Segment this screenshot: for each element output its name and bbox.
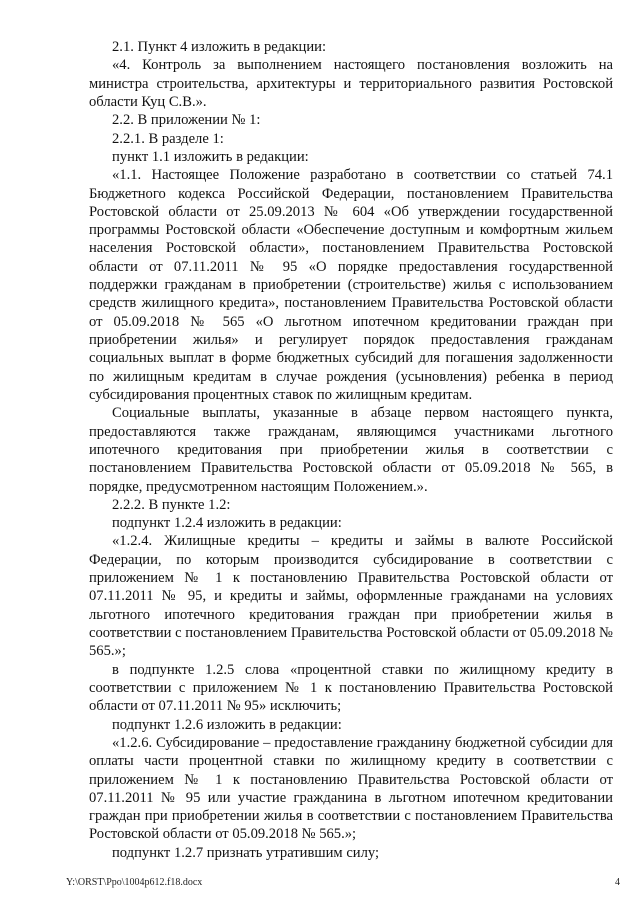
paragraph-subpoint-1-2-6: «1.2.6. Субсидирование – предоставление гражданину бюджетной субсидии для оплаты части процентной ставки по жилищному кредиту в соответствии с приложением № 1 к постановлению Правительства Ростовской области от 07.11.2011 № 95 или участие гражданина в льготном ипотечном кредитовании граждан при приобретении жилья в соответствии с постановлением Правительства Ростовской области от 05.09.2018 № 565.»;	[89, 734, 613, 843]
footer-file-path: Y:\ORST\Ppo\1004p612.f18.docx	[66, 877, 203, 888]
document-body	[89, 38, 613, 862]
paragraph-subpoint-1-2-7: подпункт 1.2.7 признать утратившим силу;	[112, 844, 380, 861]
paragraph-2-2: 2.2. В приложении № 1:	[112, 112, 261, 129]
paragraph-social-payments: Социальные выплаты, указанные в абзаце первом настоящего пункта, предоставляются также гражданам, являющимся участниками льготного ипотечного кредитования при приобретении жилья в соответствии с постановлением Правительства Ростовской области от 05.09.2018 № 565, в порядке, предусмотренном настоящим Положением.».	[89, 405, 613, 495]
paragraph-subpoint-1-2-5: в подпункте 1.2.5 слова «процентной ставки по жилищному кредиту в соответствии с приложением № 1 к постановлению Правительства Ростовской области от 07.11.2011 № 95» исключить;	[89, 661, 613, 715]
paragraph-point-1-1: «1.1. Настоящее Положение разработано в соответствии со статьей 74.1 Бюджетного кодекса Российской Федерации, постановлением Правительства Ростовской области от 25.09.2013 № 604 «Об утверждении государственной программы Ростовской области «Обеспечение доступным и комфортным жильем населения Ростовской области», постановлением Правительства Ростовской области от 07.11.2011 № 95 «О порядке предоставления государственной поддержки гражданам в приобретении (строительстве) жилья с использованием средств жилищного кредита», постановлением Правительства Ростовской области от 05.09.2018 № 565 «О льготном ипотечном кредитовании граждан при приобретении жилья» и регулирует порядок предоставления гражданам социальных выплат в форме бюджетных субсидий для погашения задолженности по жилищным кредитам в случае рождения (усыновления) ребенка в период субсидирования процентных ставок по жилищным кредитам.	[89, 167, 613, 403]
paragraph-point-1-1-intro: пункт 1.1 изложить в редакции:	[112, 148, 309, 165]
paragraph-subpoint-1-2-4: «1.2.4. Жилищные кредиты – кредиты и займы в валюте Российской Федерации, по которым производится субсидирование в соответствии с приложением № 1 к постановлению Правительства Ростовской области от 07.11.2011 № 95, и кредиты и займы, оформленные гражданами на условиях льготного ипотечного кредитования граждан при приобретении жилья в соответствии с постановлением Правительства Ростовской области от 05.09.2018 № 565.»;	[89, 533, 613, 660]
paragraph-2-2-1: 2.2.1. В разделе 1:	[112, 130, 224, 147]
page-number: 4	[615, 877, 620, 888]
paragraph-2-1: 2.1. Пункт 4 изложить в редакции:	[112, 39, 327, 55]
paragraph-subpoint-1-2-6-intro: подпункт 1.2.6 изложить в редакции:	[112, 716, 342, 733]
paragraph-2-2-2: 2.2.2. В пункте 1.2:	[112, 496, 231, 513]
paragraph-subpoint-1-2-4-intro: подпункт 1.2.4 изложить в редакции:	[112, 515, 342, 532]
page-footer	[66, 877, 620, 889]
paragraph-clause-4: «4. Контроль за выполнением настоящего постановления возложить на министра строительства, архитектуры и территориального развития Ростовской области Куц С.В.».	[89, 57, 613, 110]
